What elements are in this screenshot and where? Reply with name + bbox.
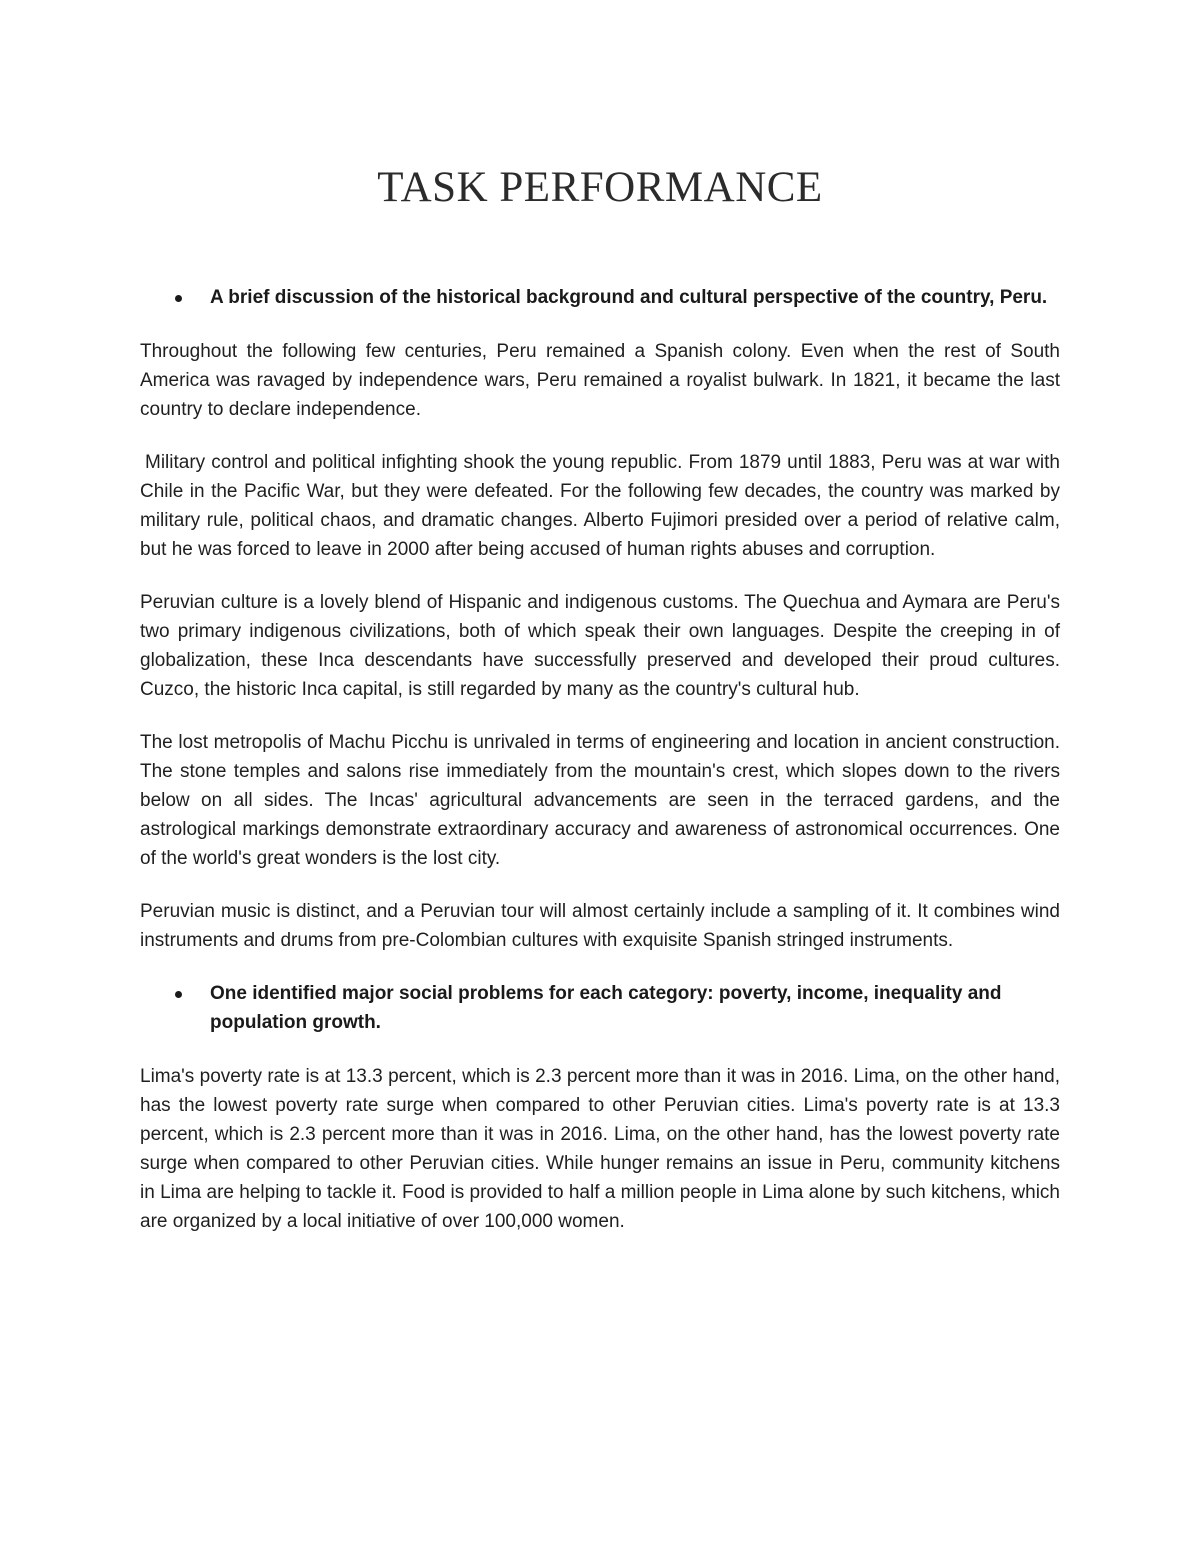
paragraph-music: Peruvian music is distinct, and a Peruvian tour will almost certainly include a sampling of it. It combines wind instruments and drums from pre-Colombian cultures with exquisite Spanish stringed instruments. xyxy=(140,901,1060,951)
paragraph-poverty: Lima's poverty rate is at 13.3 percent, which is 2.3 percent more than it was in 2016. Lima, on the other hand, has the lowest poverty rate surge when compared to other Peruvian cities. Lima's poverty rate is at 13.3 percent, which is 2.3 percent more than it was in 2016. Lima, on the other hand, has the lowest poverty rate surge when compared to other Peruvian cities. While hunger remains an issue in Peru, community kitchens in Lima are helping to tackle it. Food is provided to half a million people in Lima alone by such kitchens, which are organized by a local initiative of over 100,000 women. xyxy=(140,1066,1060,1232)
paragraph-republic: Military control and political infighting shook the young republic. From 1879 until 1883, Peru was at war with Chile in the Pacific War, but they were defeated. For the following few decades, the country was marked by military rule, political chaos, and dramatic changes. Alberto Fujimori presided over a period of relative calm, but he was forced to leave in 2000 after being accused of human rights abuses and corruption. xyxy=(140,452,1060,560)
paragraph-machu-picchu: The lost metropolis of Machu Picchu is unrivaled in terms of engineering and location in ancient construction. The stone temples and salons rise immediately from the mountain's crest, which slopes down to the rivers below on all sides. The Incas' agricultural advancements are seen in the terraced gardens, and the astrological markings demonstrate extraordinary accuracy and awareness of astronomical occurrences. One of the world's great wonders is the lost city. xyxy=(140,732,1060,869)
paragraph-culture: Peruvian culture is a lovely blend of Hispanic and indigenous customs. The Quechua and Aymara are Peru's two primary indigenous civilizations, both of which speak their own languages. Despite the creeping in of globalization, these Inca descendants have successfully preserved and developed their proud cultures. Cuzco, the historic Inca capital, is still regarded by many as the country's cultural hub. xyxy=(140,592,1060,700)
document-body xyxy=(140,283,1060,1260)
section-heading-social-problems: One identified major social problems for each category: poverty, income, inequality and population growth. xyxy=(140,979,1060,1037)
page-title: TASK PERFORMANCE xyxy=(377,164,823,211)
section-heading-history: A brief discussion of the historical background and cultural perspective of the country, Peru. xyxy=(140,283,1060,312)
paragraph-colony: Throughout the following few centuries, Peru remained a Spanish colony. Even when the rest of South America was ravaged by independence wars, Peru remained a royalist bulwark. In 1821, it became the last country to declare independence. xyxy=(140,341,1060,420)
